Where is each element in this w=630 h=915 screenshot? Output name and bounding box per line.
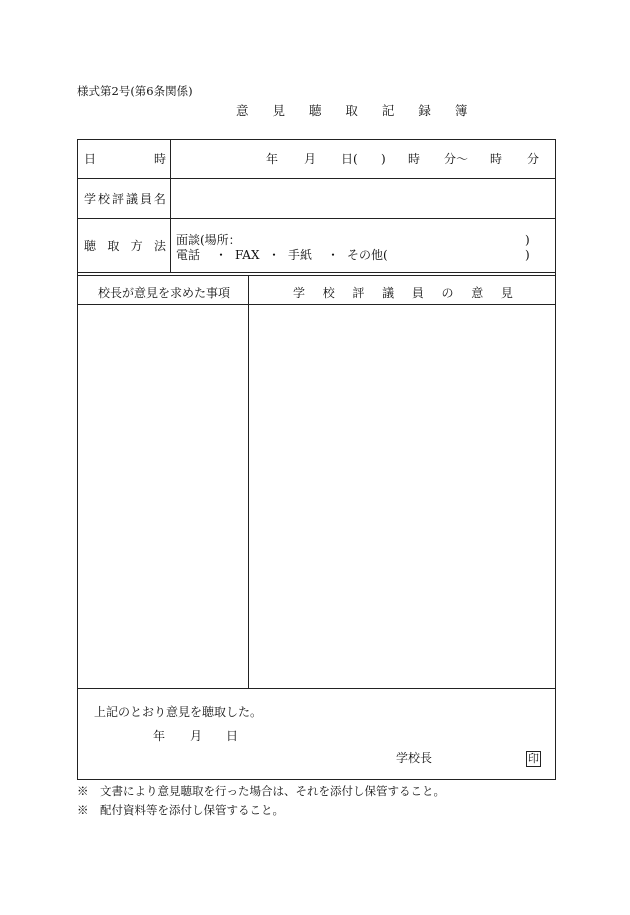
- method-phone: 電話: [176, 248, 201, 262]
- method-letter: 手紙: [288, 248, 313, 262]
- principal-question-area[interactable]: [79, 306, 247, 687]
- note-item: ※ 配付資料等を添付し保管すること。: [77, 803, 284, 817]
- opinion-column-divider: [248, 275, 249, 688]
- method-fax: FAX: [235, 248, 260, 262]
- principal-label: 学校長: [396, 751, 433, 765]
- minute-from-unit: 分〜: [444, 152, 469, 166]
- method-other: その他(: [347, 248, 388, 262]
- note-item: ※ 文書により意見聴取を行った場合は、それを添付し保管すること。: [77, 784, 445, 798]
- confirmation-day: 日: [226, 729, 239, 743]
- row-divider: [77, 304, 556, 305]
- principal-question-header: 校長が意見を求めた事項: [98, 286, 231, 300]
- member-opinion-header: 学 校 評 議 員 の 意 見: [293, 286, 513, 300]
- method-separator: ・: [215, 248, 228, 262]
- method-separator: ・: [268, 248, 281, 262]
- page-title: 意 見 聴 取 記 録 簿: [236, 103, 478, 118]
- confirmation-statement: 上記のとおり意見を聴取した。: [94, 705, 263, 719]
- form-number: 様式第2号(第6条関係): [77, 84, 193, 98]
- year-unit: 年: [266, 152, 279, 166]
- members-label: 学 校 評 議 員 名: [84, 192, 166, 206]
- confirmation-year: 年: [153, 729, 166, 743]
- member-opinion-area[interactable]: [250, 306, 555, 687]
- hour-to-unit: 時: [490, 152, 503, 166]
- row-divider: [77, 688, 556, 689]
- weekday-close: ): [381, 152, 386, 166]
- confirmation-month: 月: [190, 729, 203, 743]
- day-unit: 日(: [341, 152, 358, 166]
- datetime-label: 日 時: [84, 152, 166, 166]
- method-interview-close: ): [525, 233, 530, 247]
- row-divider: [77, 218, 556, 219]
- seal-mark: 印: [528, 752, 539, 765]
- method-interview: 面談(場所：: [176, 233, 241, 247]
- method-label: 聴 取 方 法: [84, 239, 166, 253]
- month-unit: 月: [304, 152, 317, 166]
- minute-to-unit: 分: [527, 152, 540, 166]
- row-divider: [77, 272, 556, 273]
- hour-from-unit: 時: [408, 152, 421, 166]
- label-column-divider: [170, 139, 171, 272]
- method-separator: ・: [327, 248, 340, 262]
- method-other-close: ): [525, 248, 530, 262]
- row-divider: [77, 275, 556, 276]
- row-divider: [77, 178, 556, 179]
